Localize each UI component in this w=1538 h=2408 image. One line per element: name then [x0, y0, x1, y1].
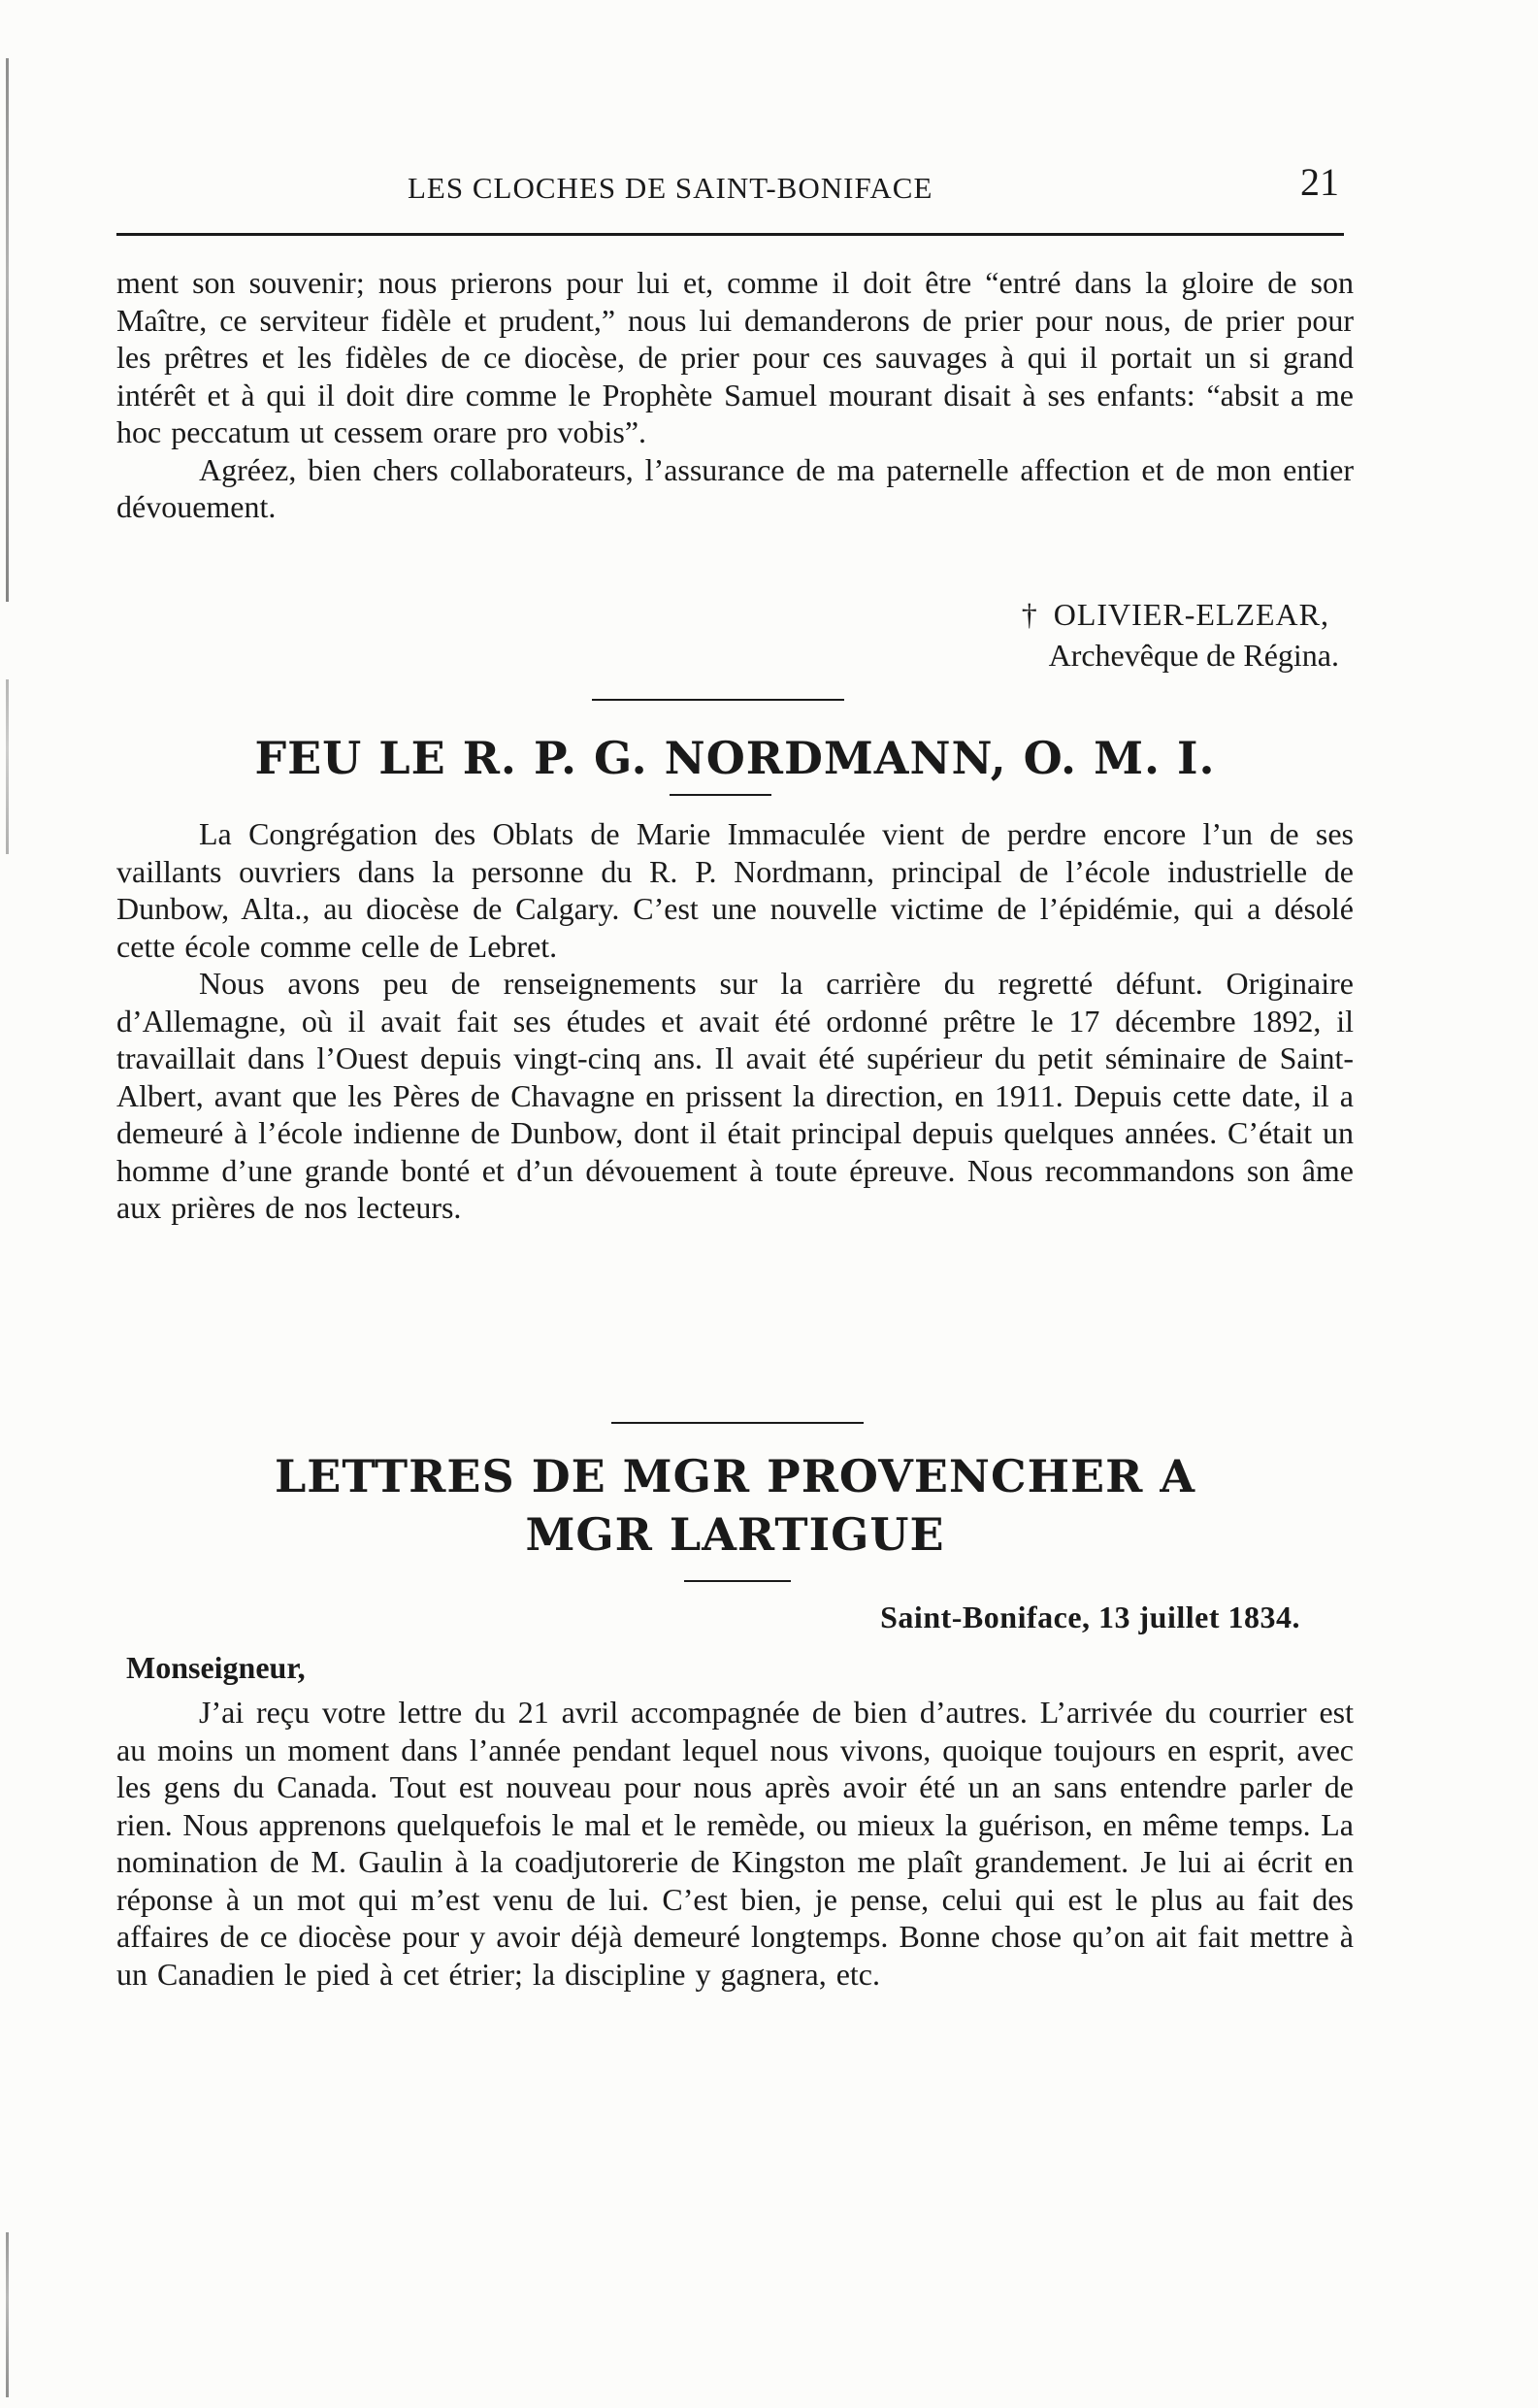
letter-paragraph: Agréez, bien chers collaborateurs, l’assurance de ma paternelle affection et de mon entier dévouement. [116, 451, 1354, 524]
header-rule [116, 233, 1344, 236]
letter-paragraph: ment son souvenir; nous prierons pour lui et, comme il doit être “entré dans la gloire de son Maître, ce serviteur fidèle et prudent,” nous lui demanderons de prier pour nous, de prier pour les prêtres et les fidèles de ce diocèse, de prier pour ces sauvages à qui il portait un si grand intérêt et à qui il doit dire comme le Prophète Samuel mourant disait à ses enfants: “absit a me hoc peccatum ut cessem orare pro vobis”. [116, 265, 1354, 449]
article-title: FEU LE R. P. G. NORDMANN, O. M. I. [254, 732, 1216, 784]
letter-salutation: Monseigneur, [126, 1650, 306, 1685]
signature-block [757, 594, 1339, 676]
letter-body [116, 1694, 1354, 1993]
scan-binding-edge [6, 58, 9, 602]
article-title-line-1: LETTRES DE MGR PROVENCHER A [274, 1450, 1196, 1502]
signature-name: OLIVIER-ELZEAR, [1053, 597, 1329, 632]
section-divider [592, 699, 844, 701]
running-title: LES CLOCHES DE SAINT-BONIFACE [408, 171, 933, 205]
section-divider [611, 1422, 864, 1424]
letter-dateline: Saint-Boniface, 13 juillet 1834. [880, 1600, 1300, 1634]
title-underline [684, 1580, 791, 1582]
page-number: 21 [1300, 160, 1339, 204]
scan-binding-edge [6, 2232, 9, 2397]
article-paragraph: La Congrégation des Oblats de Marie Immaculée vient de perdre encore l’un de ses vaillants ouvriers dans la personne du R. P. Nordmann, principal de l’école industrielle de Dunbow, Alta., au diocèse de Calgary. C’est une nouvelle victime de l’épidémie, qui a désolé cette école comme celle de Lebret. [116, 816, 1354, 964]
article-paragraph: Nous avons peu de renseignements sur la carrière du regretté défunt. Originaire d’Allemagne, où il avait fait ses études et avait été ordonné prêtre le 17 décembre 1892, il travaillait dans l’Ouest depuis vingt-cinq ans. Il avait été supérieur du petit séminaire de Saint-Albert, avant que les Pères de Chavagne en prissent la direction, en 1911. Depuis cette date, il a demeuré à l’école indienne de Dunbow, dont il était principal depuis quelques années. C’était un homme d’une grande bonté et d’un dévouement à toute épreuve. Nous recommandons son âme aux prières de nos lecteurs. [116, 966, 1354, 1225]
article-title-line-2: MGR LARTIGUE [525, 1508, 945, 1561]
title-underline [670, 794, 771, 796]
letter-ending [116, 264, 1354, 526]
scan-binding-edge [6, 679, 9, 854]
article-body [116, 815, 1354, 1227]
cross-symbol: † [1021, 597, 1038, 632]
running-header [116, 160, 1339, 214]
signature-title: Archevêque de Régina. [1048, 638, 1339, 673]
letter-paragraph: J’ai reçu votre lettre du 21 avril accompagnée de bien d’autres. L’arrivée du courrier est au moins un moment dans l’année pendant lequel nous vivons, quoique toujours en esprit, avec les gens du Canada. Tout est nouveau pour nous après avoir été un an sans entendre parler de rien. Nous apprenons quelquefois le mal et le remède, ou mieux la guérison, en même temps. La nomination de M. Gaulin à la coadjutorerie de Kingston me plaît grandement. Je lui ai écrit en réponse à un mot qui m’est venu de lui. C’est bien, je pense, celui qui est le plus au fait des affaires de ce diocèse pour y avoir déjà demeuré longtemps. Bonne chose qu’on ait fait mettre à un Canadien le pied à cet étrier; la discipline y gagnera, etc. [116, 1695, 1354, 1992]
signature-name-line [757, 594, 1339, 635]
